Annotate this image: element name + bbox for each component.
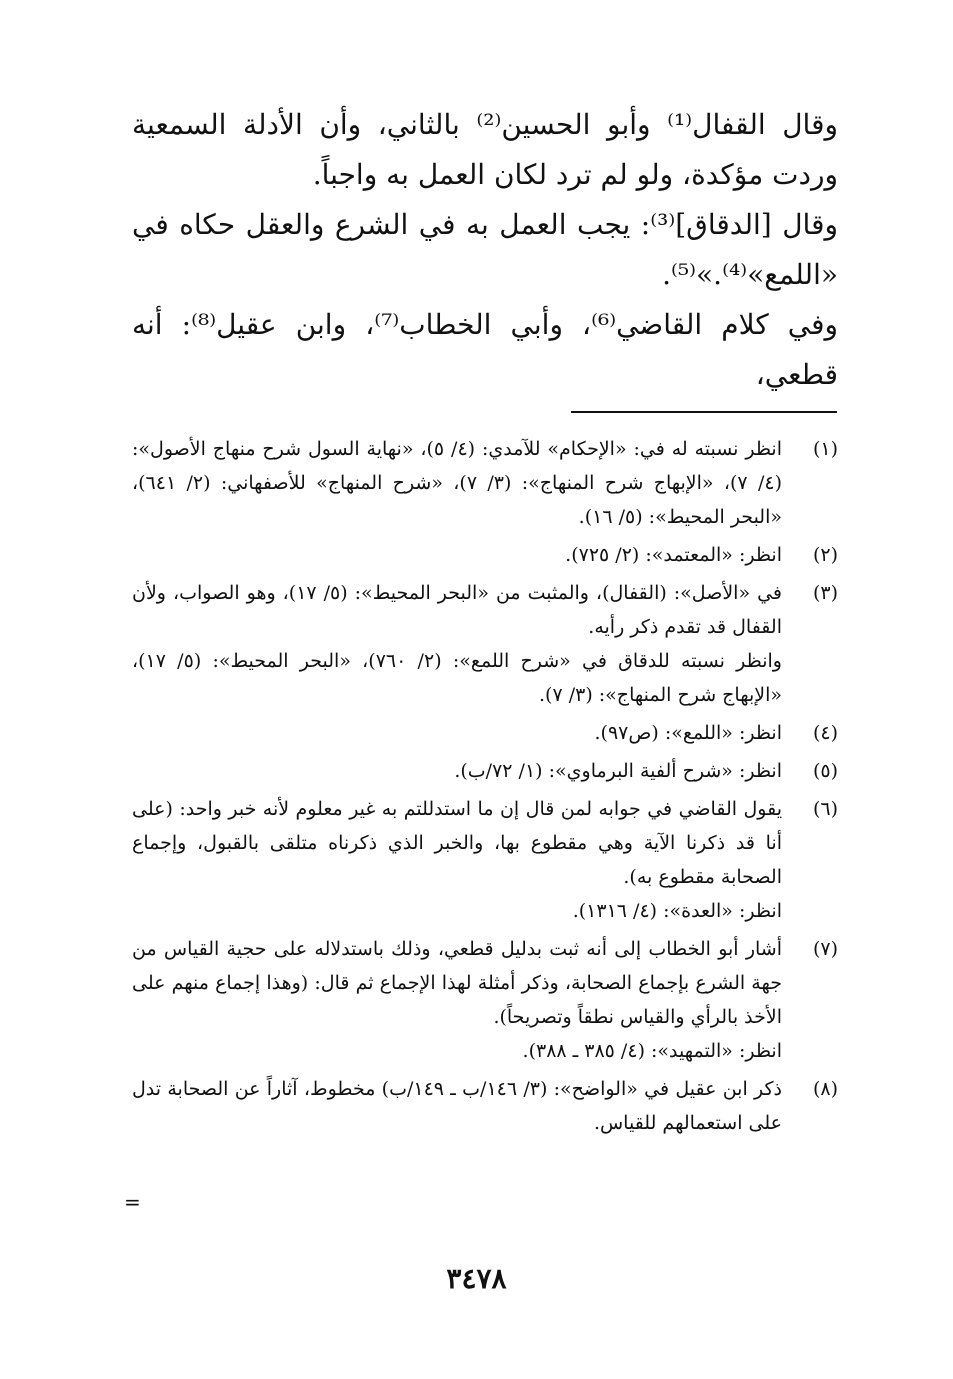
footnote-8 (132, 1072, 838, 1140)
footnote-number: (٥) (812, 760, 838, 782)
footnote-text: أشار أبو الخطاب إلى أنه ثبت بدليل قطعي، وذلك باستدلاله على حجية القياس من جهة الشرع بإجماع الصحابة، وذكر أمثلة لهذا الإجماع ثم قال: (وهذا إجماع منهم على الأخذ بالرأي والقياس نطقاً وتصريحاً). (132, 938, 782, 1028)
footnote-number: (٧) (812, 938, 838, 960)
footnote-text: في «الأصل»: (القفال)، والمثبت من «البحر المحيط»: (٥/ ١٧)، وهو الصواب، ولأن القفال قد تقدم ذكر رأيه. (132, 582, 782, 638)
footnote-text: انظر: «المعتمد»: (٢/ ٧٢٥). (565, 544, 782, 566)
footnote-text: يقول القاضي في جوابه لمن قال إن ما استدللتم به غير معلوم لأنه خبر واحد: (على أنا قد ذكرنا الآية وهي مقطوع بها، والخبر الذي ذكرناه متلقى بالقبول، وإجماع الصحابة مقطوع به). (132, 798, 782, 888)
page-number: ٣٤٧٨ (446, 1262, 507, 1295)
footnote-6 (132, 792, 838, 928)
footnote-separator (571, 411, 837, 413)
footnote-number: (٣) (812, 582, 838, 604)
footnote-number: (١) (812, 438, 838, 460)
footnote-2 (132, 538, 838, 572)
footnotes (132, 432, 838, 1144)
footnote-text: انظر: «شرح ألفية البرماوي»: (١/ ٧٢/ب). (454, 760, 782, 782)
main-text (132, 100, 838, 400)
body-paragraph-3: وفي كلام القاضي⁽⁶⁾، وأبي الخطاب⁽⁷⁾، وابن عقيل⁽⁸⁾: أنه قطعي، (132, 308, 838, 391)
continuation-mark: = (124, 1190, 141, 1214)
footnote-4 (132, 716, 838, 750)
footnote-1 (132, 432, 838, 534)
footnote-5 (132, 754, 838, 788)
body-paragraph-1: وقال القفال⁽¹⁾ وأبو الحسين⁽²⁾ بالثاني، وأن الأدلة السمعية وردت مؤكدة، ولو لم ترد لكان العمل به واجباً. (132, 108, 838, 191)
footnote-7 (132, 932, 838, 1068)
footnote-text: انظر: «العدة»: (٤/ ١٣١٦). (572, 900, 782, 922)
body-paragraph-2: وقال [الدقاق]⁽³⁾: يجب العمل به في الشرع والعقل حكاه في «اللمع»⁽⁴⁾.»⁽⁵⁾. (132, 208, 838, 291)
footnote-number: (٢) (812, 544, 838, 566)
footnote-text: انظر: «اللمع»: (ص٩٧). (594, 722, 782, 744)
footnote-number: (٦) (812, 798, 838, 820)
footnote-text: ذكر ابن عقيل في «الواضح»: (٣/ ١٤٦/ب ـ ١٤٩/ب) مخطوط، آثاراً عن الصحابة تدل على استعمالهم للقياس. (132, 1078, 782, 1134)
footnote-text: انظر: «التمهيد»: (٤/ ٣٨٥ ـ ٣٨٨). (522, 1040, 782, 1062)
footnote-text: وانظر نسبته للدقاق في «شرح اللمع»: (٢/ ٧٦٠)، «البحر المحيط»: (٥/ ١٧)، «الإبهاج شرح المنهاج»: (٣/ ٧). (132, 650, 782, 706)
footnote-3 (132, 576, 838, 712)
footnote-number: (٤) (812, 722, 838, 744)
footnote-text: انظر نسبته له في: «الإحكام» للآمدي: (٤/ ٥)، «نهاية السول شرح منهاج الأصول»: (٤/ ٧)، «الإبهاج شرح المنهاج»: (٣/ ٧)، «شرح المنهاج» للأصفهاني: (٢/ ٦٤١)، «البحر المحيط»: (٥/ ١٦). (132, 438, 782, 528)
footnote-number: (٨) (812, 1078, 838, 1100)
